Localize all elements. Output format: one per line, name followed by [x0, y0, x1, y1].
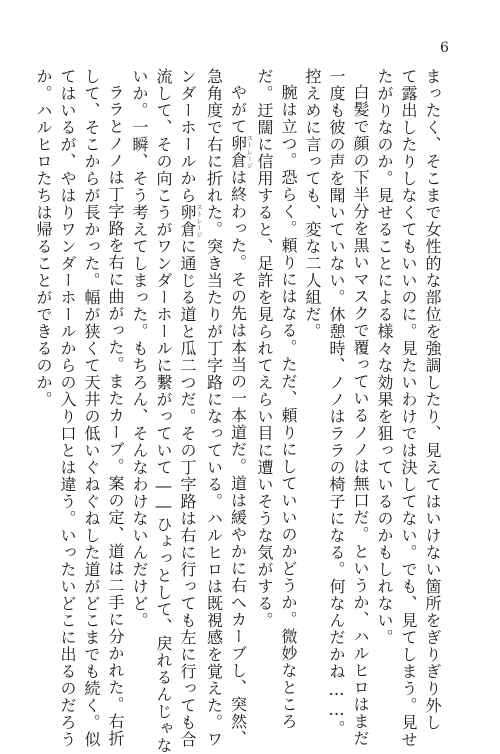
text-line: して、そこからが長かった。幅が狭くて天井の低いぐねぐねした道がどこまでも続く。似 [82, 68, 101, 748]
text-line: 腕は立つ。恐らく。頼りにはなる。ただ、頼りにしていいのかどうか。微妙なところ [279, 84, 298, 730]
text-line: まったく、そこまで女性的な部位を強調したり、見えてはいけない箇所をぎりぎり外し [423, 68, 442, 731]
text-line: 急角度で右に折れた。突き当たりが丁字路になっている。ハルヒロは既視感を覚えた。ワ [204, 68, 224, 748]
text-line: ンダーホールから卵倉ストレージに通じる道と瓜二つだ。その丁字路は右に行っても左に行っても合 [178, 68, 202, 748]
page-number: 6 [440, 40, 449, 56]
text-line: だ。迂闊に信用すると、足許を見られてえらい目に遭いそうな気がする。 [255, 68, 274, 629]
text-line: 白髪で顔の下半分を黒いマスクで覆っているノノは無口だ。というか、ハルヒロはまだ [351, 84, 370, 747]
text-line: 流して、その向こうがワンダーホールに繋がっていて――ひょっとして、戻れるんじゃな [154, 68, 173, 754]
ruby-annotation: 卵倉ストレージ [228, 135, 253, 169]
text-line: やがて卵倉ストレージは終わった。その先は本当の一本道だ。道は緩やかに右へカーブし、突然、 [228, 84, 253, 747]
text-line: か。ハルヒロたちは帰ることができるのか。 [34, 68, 53, 408]
body-text [34, 68, 444, 754]
text-line: て露出したりしなくてもいいのに。見たいわけでは決してない。でも、見てしまう。見せ [399, 68, 418, 748]
text-line: たがりなのか。見せることによる様々な効果を狙っているのかもしれない。 [375, 68, 394, 646]
text-line: いか。一瞬、そう考えてしまった。もちろん、そんなわけないんだけど。 [130, 68, 149, 629]
text-line: 一度も彼の声を聞いていない。休憩時、ノノはララの椅子になる。何なんだかね……。 [327, 68, 346, 737]
text-line: ララとノノは丁字路を右に曲がった。またカーブ。案の定、道は二手に分かれた。右折 [106, 84, 125, 747]
ruby-annotation: 卵倉ストレージ [178, 204, 202, 238]
text-line: てはいるが、やはりワンダーホールからの入り口とは違う。いったいどこに出るのだろう [58, 68, 77, 748]
text-line: 控えめに言っても、変な二人組だ。 [303, 68, 322, 340]
